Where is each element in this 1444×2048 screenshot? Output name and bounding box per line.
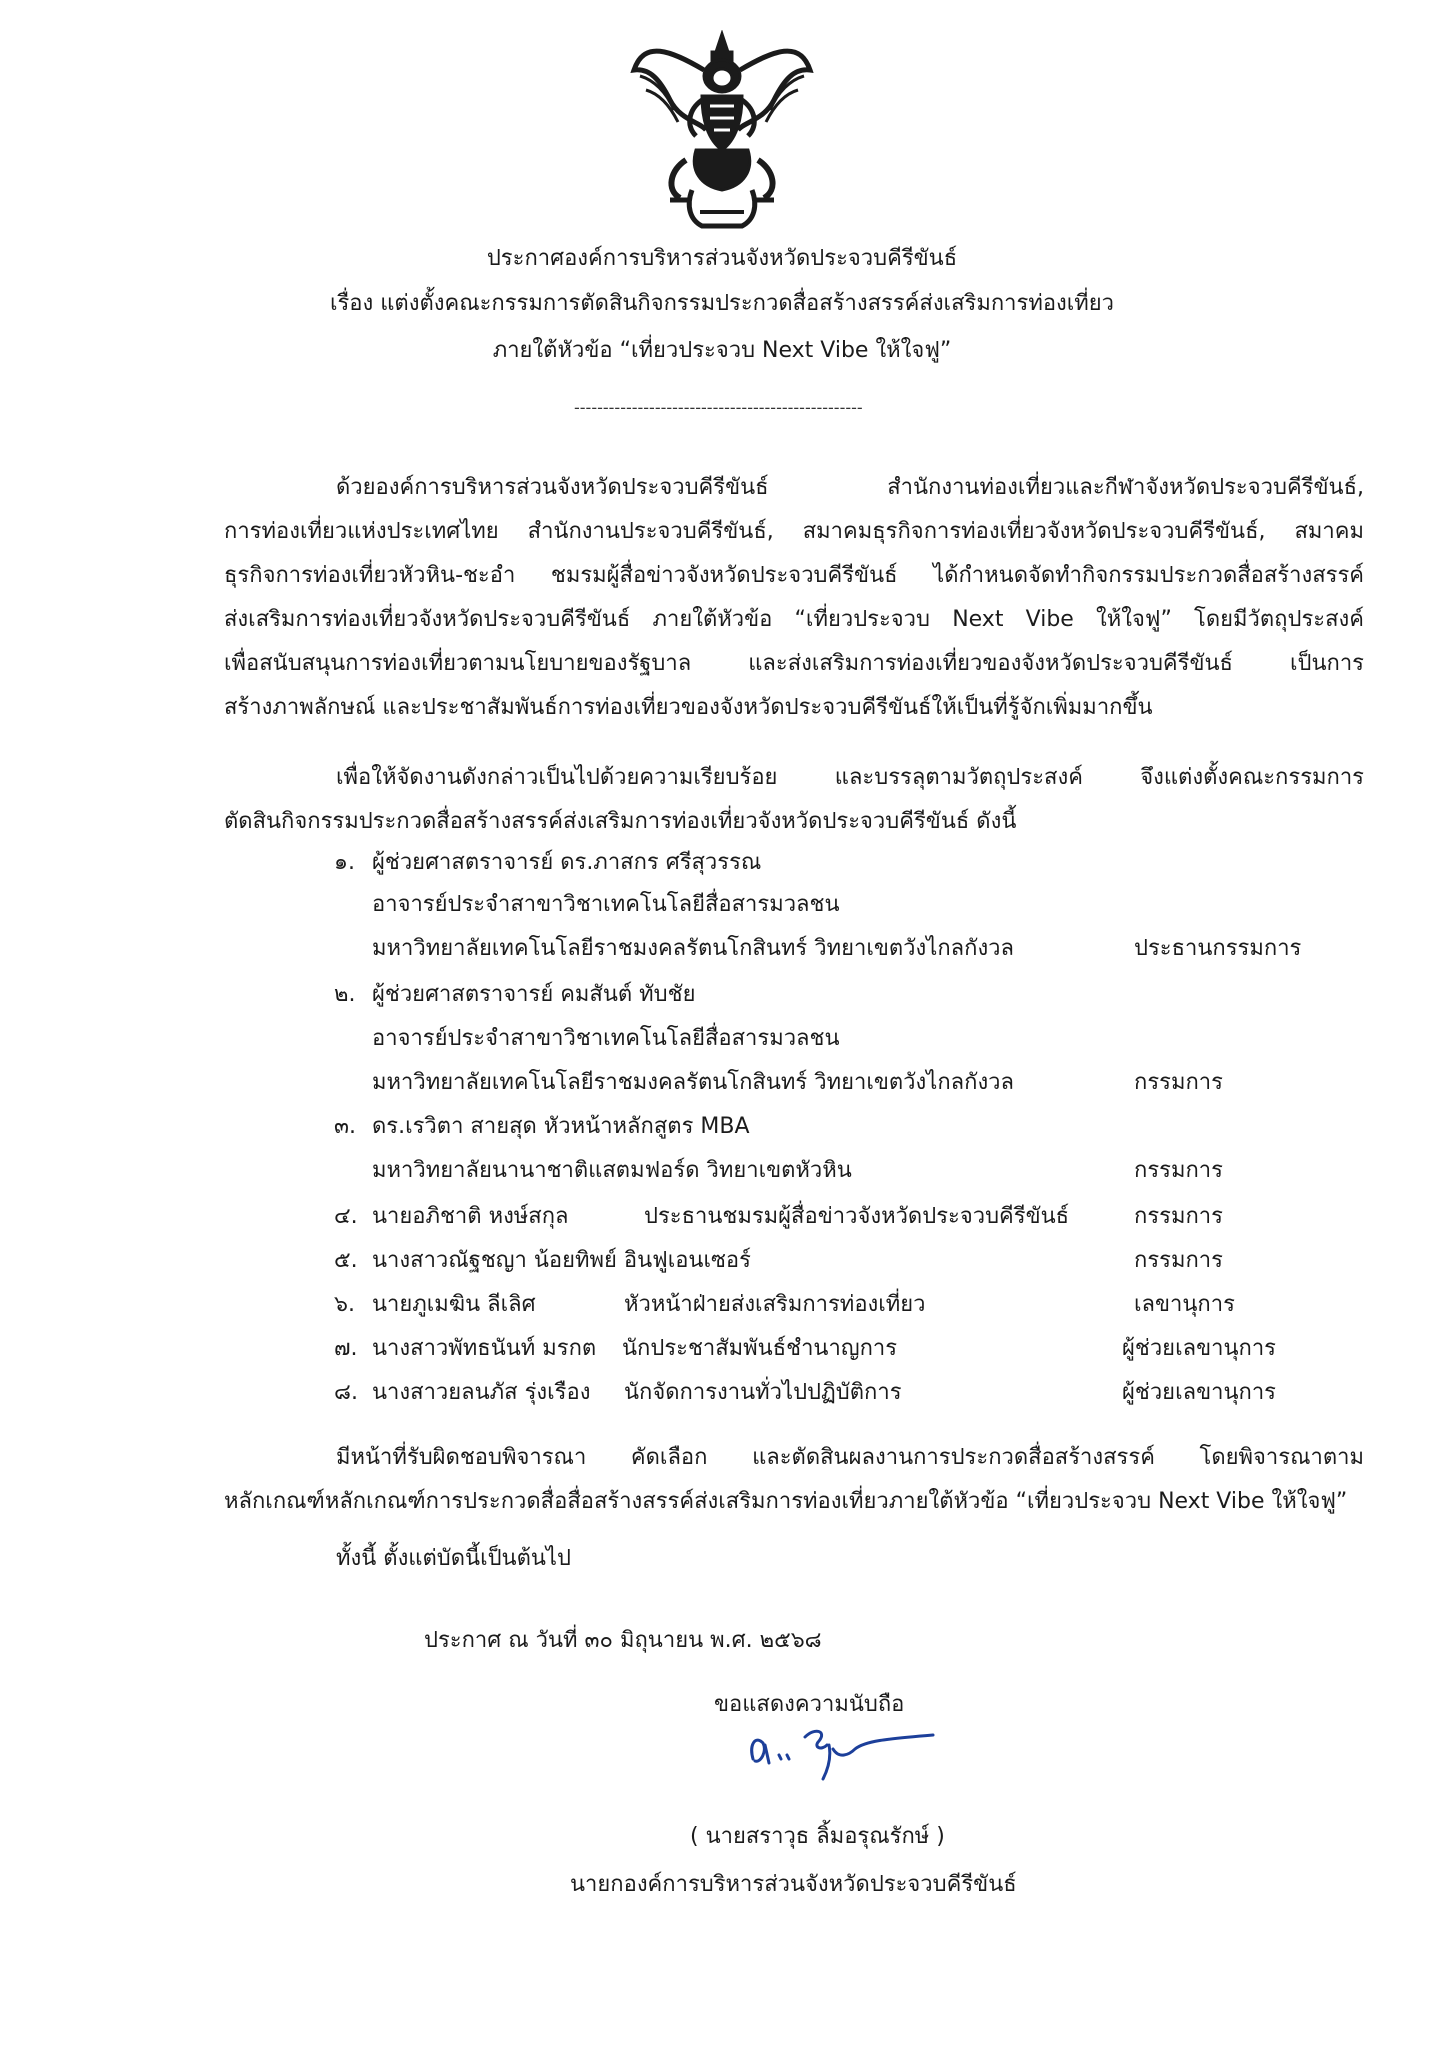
- committee-name: ผู้ช่วยศาสตราจารย์ ดร.ภาสกร ศรีสุวรรณ: [372, 850, 762, 875]
- header-line-1: ประกาศองค์การบริหารส่วนจังหวัดประจวบคีรีขันธ์: [486, 246, 958, 271]
- announce-date: ประกาศ ณ วันที่ ๓๐ มิถุนายน พ.ศ. ๒๕๖๘: [424, 1628, 822, 1653]
- committee-name: นางสาวยลนภัส รุ่งเรือง: [372, 1380, 591, 1405]
- committee-name: ผู้ช่วยศาสตราจารย์ คมสันต์ ทับชัย: [372, 982, 696, 1007]
- paragraph-line: ตัดสินกิจกรรมประกวดสื่อสร้างสรรค์ส่งเสริมการท่องเที่ยวจังหวัดประจวบคีรีขันธ์ ดังนี้: [224, 809, 1017, 834]
- committee-number: ๕.: [334, 1248, 358, 1273]
- garuda-emblem-icon: [630, 30, 815, 230]
- committee-number: ๔.: [334, 1204, 358, 1229]
- committee-number: ๒.: [334, 982, 356, 1007]
- header-divider: --------------------------------------------------: [574, 398, 863, 417]
- committee-role: กรรมการ: [1134, 1070, 1223, 1095]
- committee-position: นักจัดการงานทั่วไปปฏิบัติการ: [624, 1380, 902, 1405]
- paragraph-line: การท่องเที่ยวแห่งประเทศไทย สำนักงานประจวบคีรีขันธ์, สมาคมธุรกิจการท่องเที่ยวจังหวัดประจวบคีรีขันธ์, สมาคม: [224, 519, 1364, 544]
- committee-affiliation: อาจารย์ประจำสาขาวิชาเทคโนโลยีสื่อสารมวลชน: [372, 892, 840, 917]
- paragraph-line: ด้วยองค์การบริหารส่วนจังหวัดประจวบคีรีขันธ์ สำนักงานท่องเที่ยวและกีฬาจังหวัดประจวบคีรีขันธ์,: [336, 475, 1364, 500]
- header-line-3: ภายใต้หัวข้อ “เที่ยวประจวบ Next Vibe ให้ใจฟู”: [492, 338, 952, 363]
- committee-role: ผู้ช่วยเลขานุการ: [1122, 1336, 1276, 1361]
- committee-role: กรรมการ: [1134, 1248, 1223, 1273]
- signer-name: ( นายสราวุธ ลิ้มอรุณรักษ์ ): [690, 1824, 945, 1849]
- committee-affiliation: มหาวิทยาลัยนานาชาติแสตมฟอร์ด วิทยาเขตหัวหิน: [372, 1158, 852, 1183]
- committee-name: นายอภิชาติ หงษ์สกุล: [372, 1204, 569, 1229]
- committee-position: หัวหน้าฝ่ายส่งเสริมการท่องเที่ยว: [624, 1292, 926, 1317]
- paragraph-appointment: [224, 756, 1364, 844]
- paragraph-duties: [224, 1436, 1364, 1524]
- paragraph-intro: [224, 466, 1364, 730]
- committee-role: กรรมการ: [1134, 1204, 1223, 1229]
- committee-number: ๗.: [334, 1336, 358, 1361]
- committee-role: ผู้ช่วยเลขานุการ: [1122, 1380, 1276, 1405]
- committee-number: ๘.: [334, 1380, 358, 1405]
- closing-text: ขอแสดงความนับถือ: [714, 1692, 905, 1717]
- header-line-2: เรื่อง แต่งตั้งคณะกรรมการตัดสินกิจกรรมประกวดสื่อสร้างสรรค์ส่งเสริมการท่องเที่ยว: [329, 291, 1115, 316]
- committee-role: เลขานุการ: [1134, 1292, 1235, 1317]
- committee-number: ๖.: [334, 1292, 355, 1317]
- committee-affiliation: มหาวิทยาลัยเทคโนโลยีราชมงคลรัตนโกสินทร์ วิทยาเขตวังไกลกังวล: [372, 1070, 1015, 1095]
- paragraph-line: ธุรกิจการท่องเที่ยวหัวหิน-ชะอำ ชมรมผู้สื่อข่าวจังหวัดประจวบคีรีขันธ์ ได้กำหนดจัดทำกิจกรรมประกวดสื่อสร้างสรรค์: [224, 563, 1364, 588]
- committee-role: ประธานกรรมการ: [1134, 936, 1302, 961]
- committee-number: ๑.: [334, 850, 355, 875]
- paragraph-line: มีหน้าที่รับผิดชอบพิจารณา คัดเลือก และตัดสินผลงานการประกวดสื่อสร้างสรรค์ โดยพิจารณาตาม: [336, 1445, 1364, 1470]
- paragraph-line: หลักเกณฑ์หลักเกณฑ์การประกวดสื่อสื่อสร้างสรรค์ส่งเสริมการท่องเที่ยวภายใต้หัวข้อ “เที่ยวประจวบ Next Vibe ให้ใจฟู”: [224, 1489, 1348, 1514]
- committee-name: นางสาวณัฐชญา น้อยทิพย์ อินฟูเอนเซอร์: [372, 1248, 751, 1273]
- paragraph-line: สร้างภาพลักษณ์ และประชาสัมพันธ์การท่องเที่ยวของจังหวัดประจวบคีรีขันธ์ให้เป็นที่รู้จักเพิ่มมากขึ้น: [224, 695, 1153, 720]
- signature-icon: [745, 1715, 945, 1785]
- paragraph-line: เพื่อให้จัดงานดังกล่าวเป็นไปด้วยความเรียบร้อย และบรรลุตามวัตถุประสงค์ จึงแต่งตั้งคณะกรรมการ: [336, 765, 1364, 790]
- committee-number: ๓.: [334, 1114, 357, 1139]
- committee-name: นายภูเมฆิน ลีเลิศ: [372, 1292, 536, 1317]
- committee-position: ประธานชมรมผู้สื่อข่าวจังหวัดประจวบคีรีขันธ์: [644, 1204, 1070, 1229]
- committee-position: นักประชาสัมพันธ์ชำนาญการ: [622, 1336, 898, 1361]
- effective-statement: ทั้งนี้ ตั้งแต่บัดนี้เป็นต้นไป: [336, 1546, 571, 1571]
- committee-role: กรรมการ: [1134, 1158, 1223, 1183]
- committee-affiliation: อาจารย์ประจำสาขาวิชาเทคโนโลยีสื่อสารมวลชน: [372, 1026, 840, 1051]
- signer-title: นายกองค์การบริหารส่วนจังหวัดประจวบคีรีขันธ์: [570, 1872, 1017, 1897]
- paragraph-line: ส่งเสริมการท่องเที่ยวจังหวัดประจวบคีรีขันธ์ ภายใต้หัวข้อ “เที่ยวประจวบ Next Vibe ให้ใจฟู” โดยมีวัตถุประสงค์: [224, 607, 1364, 632]
- committee-name: ดร.เรวิตา สายสุด หัวหน้าหลักสูตร MBA: [372, 1114, 750, 1139]
- paragraph-line: เพื่อสนับสนุนการท่องเที่ยวตามนโยบายของรัฐบาล และส่งเสริมการท่องเที่ยวของจังหวัดประจวบคีรีขันธ์ เป็นการ: [224, 651, 1364, 676]
- committee-name: นางสาวพัทธนันท์ มรกต: [372, 1336, 597, 1361]
- committee-affiliation: มหาวิทยาลัยเทคโนโลยีราชมงคลรัตนโกสินทร์ วิทยาเขตวังไกลกังวล: [372, 936, 1015, 961]
